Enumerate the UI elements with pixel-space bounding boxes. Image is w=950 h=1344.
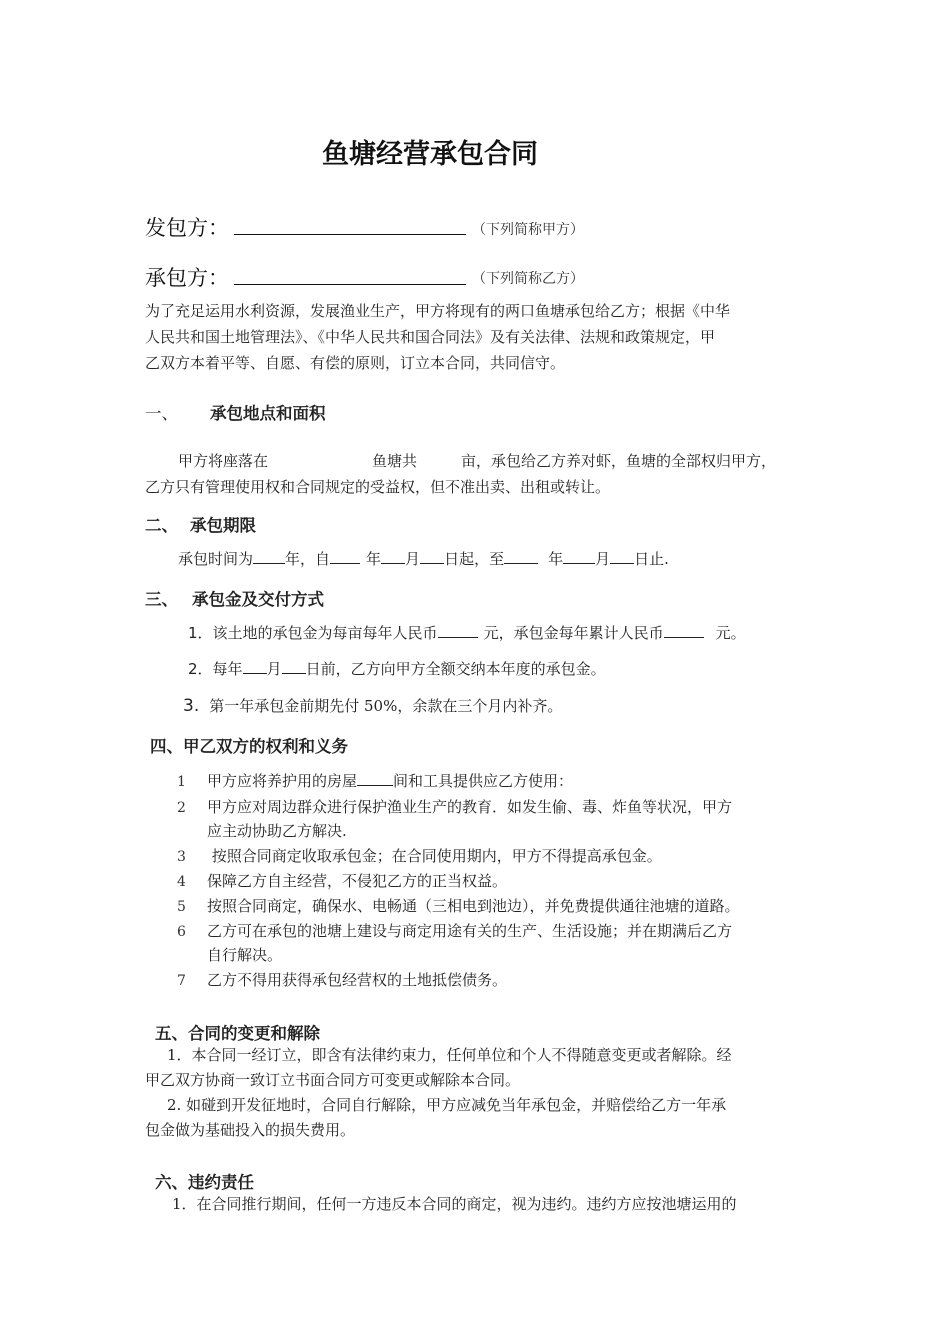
term-text: 月 (405, 550, 421, 568)
item-text: 甲方应将养护用的房屋 (207, 772, 358, 790)
issuer-line (145, 212, 466, 242)
issuer-note: （下列简称甲方） (472, 222, 584, 238)
section3-item3 (183, 693, 562, 719)
section3-item1 (188, 620, 746, 646)
issuer-blank[interactable] (234, 212, 466, 235)
item-number: 3. (183, 696, 200, 716)
section1-text: 鱼塘共 (372, 452, 418, 470)
item-number: 5 (177, 899, 186, 915)
section4-heading: 四、甲乙双方的权利和义务 (150, 737, 348, 756)
section4-item-1 (177, 768, 573, 795)
section4-item-5 (177, 893, 740, 920)
intro-paragraph (145, 298, 730, 376)
rooms-blank[interactable] (357, 771, 393, 786)
issuer-label: 发包方： (145, 216, 229, 240)
item-text: 月 (266, 660, 282, 678)
item-number: 2 (177, 800, 186, 816)
term-text: 承包时间为 (178, 550, 254, 568)
section1-title: 承包地点和面积 (210, 404, 326, 423)
section2-number: 二、 (145, 516, 178, 535)
intro-line: 为了充足运用水利资源，发展渔业生产，甲方将现有的两口鱼塘承包给乙方；根据《中华 (145, 302, 731, 320)
item-text: 该土地的承包金为每亩每年人民币 (212, 624, 438, 642)
section3-title: 承包金及交付方式 (192, 590, 324, 609)
item-text: 按照合同商定，确保水、电畅通（三相电到池边），并免费提供通往池塘的道路。 (207, 897, 740, 915)
years-blank[interactable] (253, 549, 285, 564)
item-number: 1 (177, 774, 186, 790)
pay-day-blank[interactable] (282, 659, 306, 674)
section6-heading: 六、违约责任 (155, 1173, 254, 1192)
term-text: 日起，至 (444, 550, 505, 568)
intro-line: 人民共和国土地管理法》、《中华人民共和国合同法》及有关法律、法规和政策规定，甲 (145, 328, 716, 346)
end-month-blank[interactable] (563, 549, 595, 564)
pay-month-blank[interactable] (243, 659, 267, 674)
item-number: 2． (188, 660, 213, 678)
term-text: 月 (595, 550, 611, 568)
per-mu-fee-blank[interactable] (438, 623, 478, 638)
contractor-note: （下列简称乙方） (472, 271, 584, 287)
section4-item-6 (177, 918, 732, 945)
section1-line1 (178, 448, 776, 474)
section4-item-3 (177, 843, 662, 870)
start-day-blank[interactable] (420, 549, 444, 564)
section1-number: 一、 (145, 404, 178, 423)
section2-title: 承包期限 (190, 516, 256, 535)
item-number: 6 (177, 924, 186, 940)
document-title: 鱼塘经营承包合同 (322, 139, 538, 170)
item-text: 按照合同商定收取承包金；在合同使用期内，甲方不得提高承包金。 (207, 847, 662, 865)
section3-number: 三、 (145, 590, 178, 609)
item-text: 乙方可在承包的池塘上建设与商定用途有关的生产、生活设施；并在期满后乙方 (207, 922, 733, 940)
start-month-blank[interactable] (381, 549, 405, 564)
start-year-blank[interactable] (330, 549, 360, 564)
contractor-line (145, 262, 466, 292)
item-text: 甲方应对周边群众进行保护渔业生产的教育．如发生偷、毒、炸鱼等状况，甲方 (207, 798, 733, 816)
section5-line4: 包金做为基础投入的损失费用。 (145, 1121, 356, 1139)
item-number: 1． (188, 624, 213, 642)
section4-item-2-cont: 应主动协助乙方解决. (207, 822, 347, 840)
term-text: 年 (366, 550, 382, 568)
section5-line3: 2. 如碰到开发征地时，合同自行解除，甲方应减免当年承包金，并赔偿给乙方一年承 (167, 1096, 727, 1114)
section1-line2: 乙方只有管理使用权和合同规定的受益权，但不准出卖、出租或转让。 (145, 478, 611, 496)
item-text: 间和工具提供应乙方使用： (393, 772, 574, 790)
section1-text: 亩，承包给乙方养对虾，鱼塘的全部权归甲方， (461, 452, 777, 470)
section3-item2 (188, 656, 606, 682)
section5-line2: 甲乙双方协商一致订立书面合同方可变更或解除本合同。 (145, 1071, 521, 1089)
contractor-blank[interactable] (234, 262, 466, 285)
item-text: 元。 (715, 624, 746, 642)
item-text: 日前，乙方向甲方全额交纳本年度的承包金。 (305, 660, 606, 678)
total-fee-blank[interactable] (664, 623, 704, 638)
section6-line1: 1．在合同推行期间，任何一方违反本合同的商定，视为违约。违约方应按池塘运用的 (172, 1195, 737, 1213)
section1-text: 甲方将座落在 (178, 452, 269, 470)
section2-term-line (178, 546, 669, 572)
end-day-blank[interactable] (610, 549, 634, 564)
section4-item-2 (177, 794, 732, 821)
item-text: 元，承包金每年累计人民币 (483, 624, 664, 642)
section5-line1: 1．本合同一经订立，即含有法律约束力，任何单位和个人不得随意变更或者解除。经 (167, 1046, 732, 1064)
term-text: 年，自 (285, 550, 331, 568)
item-number: 4 (177, 874, 186, 890)
section4-item-7 (177, 967, 507, 994)
term-text: 年 (548, 550, 564, 568)
section5-heading: 五、合同的变更和解除 (155, 1024, 320, 1043)
item-number: 3 (177, 849, 186, 865)
contractor-label: 承包方： (145, 266, 229, 290)
item-number: 7 (177, 973, 186, 989)
intro-line: 乙双方本着平等、自愿、有偿的原则，订立本合同，共同信守。 (145, 354, 566, 372)
item-text: 乙方不得用获得承包经营权的土地抵偿债务。 (207, 971, 508, 989)
end-year-blank[interactable] (504, 549, 538, 564)
item-text: 第一年承包金前期先付 50%，余款在三个月内补齐。 (209, 697, 563, 715)
section4-item-6-cont: 自行解决。 (207, 946, 283, 964)
item-text: 每年 (212, 660, 243, 678)
section4-item-4 (177, 868, 507, 895)
term-text: 日止. (634, 550, 669, 568)
item-text: 保障乙方自主经营，不侵犯乙方的正当权益。 (207, 872, 508, 890)
